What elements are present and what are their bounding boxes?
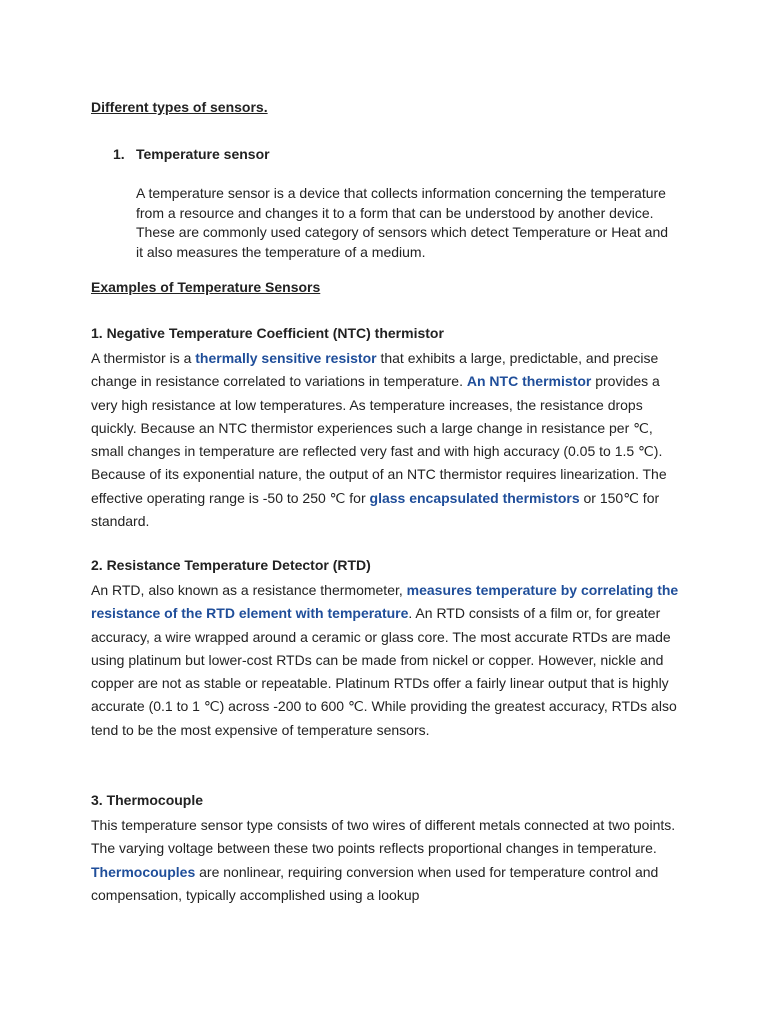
body-text: or 150℃ for standard. <box>91 489 660 530</box>
link-measures-temperature[interactable]: measures temperature by correlating the resistance of the RTD element with temperature <box>91 582 679 622</box>
link-glass-encapsulated-thermistors[interactable]: glass encapsulated thermistors <box>369 489 580 506</box>
body-text: provides a very high resistance at low temperatures. As temperature increases, the resistance drops quickly. Because an NTC thermistor experiences such a large change in resistance per ℃, small changes in temperature are reflected very fast and with high accuracy (0.05 to 1.5 ℃). Because of its exponential nature, the output of an NTC thermistor requires linearization. The effective operating range is -50 to 250 ℃ for <box>91 373 667 506</box>
body-text: A thermistor is a <box>91 350 196 366</box>
section-heading: 2. Resistance Temperature Detector (RTD) <box>91 557 371 573</box>
document-title: Different types of sensors. <box>91 99 268 115</box>
body-text: that exhibits a large, predictable, and precise change in resistance correlated to variations in temperature. <box>91 350 659 390</box>
body-text: . An RTD consists of a film or, for greater accuracy, a wire wrapped around a ceramic or glass core. The most accurate RTDs are made using platinum but lower-cost RTDs can be made from nickel or copper. However, nickle and copper are not as stable or repeatable. Platinum RTDs offer a fairly linear output that is highly accurate (0.1 to 1 ℃) across -200 to 600 ℃. While providing the greatest accuracy, RTDs also tend to be the most expensive of temperature sensors. <box>91 605 677 738</box>
link-thermocouples[interactable]: Thermocouples <box>91 863 196 880</box>
list-item-label: Temperature sensor <box>136 146 270 162</box>
link-ntc-thermistor[interactable]: An NTC thermistor <box>466 373 592 390</box>
section-rtd <box>91 556 681 742</box>
body-text: This temperature sensor type consists of two wires of different metals connected at two points. The varying voltage between these two points reflects proportional changes in temperature. <box>91 817 676 857</box>
section-heading: 1. Negative Temperature Coefficient (NTC) thermistor <box>91 325 444 341</box>
section-ntc-thermistor <box>91 324 681 533</box>
link-thermally-sensitive-resistor[interactable]: thermally sensitive resistor <box>195 350 377 366</box>
section-body <box>91 347 681 533</box>
section-thermocouple <box>91 791 681 907</box>
section-body <box>91 814 681 907</box>
section-heading: 3. Thermocouple <box>91 792 204 808</box>
body-text: An RTD, also known as a resistance thermometer, <box>91 582 407 598</box>
section-body <box>91 579 681 742</box>
body-text: are nonlinear, requiring conversion when used for temperature control and compensation, typically accomplished using a lookup <box>91 863 659 903</box>
list-item-description: A temperature sensor is a device that collects information concerning the temperature from a resource and changes it to a form that can be understood by another device. These are commonly used category of sensors which detect Temperature or Heat and it also measures the temperature of a medium. <box>136 185 669 260</box>
list-item-heading <box>113 146 270 162</box>
examples-heading: Examples of Temperature Sensors <box>91 279 321 295</box>
list-item-number: 1. <box>113 146 125 162</box>
